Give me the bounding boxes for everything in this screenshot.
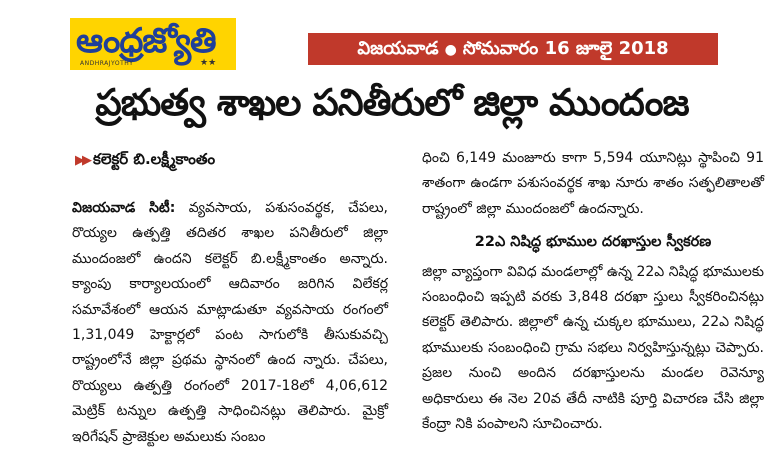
byline-name: కలెక్టర్ బి.లక్ష్మీకాంతం — [93, 150, 216, 168]
logo-wordmark: ఆంధ్రజ్యోతి — [76, 21, 216, 61]
body-paragraph: జిల్లా వ్యాప్తంగా వివిధ మండలాల్లో ఉన్న 22ఎ నిషిద్ధ భూములకు సంబంధించి ఇప్పటి వరకు 3,848 దరఖా స్తులు స్వీకరించినట్లు కలెక్టర్ తెలిపారు. జిల్లాలో ఉన్న చుక్కల భూములు, 22ఎ నిషిద్ధ భూములకు సంబంధించి గ్రామ సభలు నిర్వహిస్తున్నట్లు చెప్పారు. ప్రజల నుంచి అందిన దరఖాస్తులను మండల రెవెన్యూ అధికారులు ఈ నెల 20వ తేదీ నాటికి పూర్తి విచారణ చేసి జిల్లా కేంద్రా నికి పంపాలని సూచించారు. — [422, 263, 764, 433]
double-arrow-icon: ▶▶ — [75, 153, 89, 168]
article-byline — [75, 150, 215, 172]
article-column-right — [422, 146, 764, 437]
logo-stars: ★★ — [200, 58, 217, 68]
body-paragraph: ధించి 6,149 మంజూరు కాగా 5,594 యూనిట్లు స్థాపించి 91 శాతంగా ఉండగా పశుసంవర్థక శాఖ నూరు శాతం సత్ఫలితాలతో రాష్ట్రంలో జిల్లా ముందంజలో ఉందన్నారు. — [422, 150, 764, 217]
article-column-left — [72, 196, 388, 450]
newspaper-logo — [70, 18, 236, 70]
body-paragraph: వ్యవసాయ, పశుసంవర్థక, చేపలు, రొయ్యల ఉత్పత్తి తదితర శాఖల పనితీరులో జిల్లా ముందంజలో ఉందని కలెక్టర్ బి.లక్ష్మీకాంతం అన్నారు. క్యాంపు కార్యాలయంలో ఆదివారం జరిగిన విలేకర్ల సమావేశంలో ఆయన మాట్లాడుతూ వ్యవసాయ రంగంలో 1,31,049 హెక్టార్లలో పంట సాగులోకి తీసుకువచ్చి రాష్ట్రంలోనే జిల్లా ప్రథమ స్థానంలో ఉంద న్నారు. చేపలు, రొయ్యలు ఉత్పత్తి రంగంలో 2017-18లో 4,06,612 మెట్రిక్ టన్నుల ఉత్పత్తి సాధించినట్లు తెలిపారు. మైక్రో ఇరిగేషన్ ప్రాజెక్టుల అమలుకు సంబం — [72, 200, 388, 445]
edition-dateline — [308, 33, 718, 65]
bullet-icon: ● — [444, 42, 457, 58]
edition-date: సోమవారం 16 జూలై 2018 — [462, 38, 669, 59]
edition-city: విజయవాడ — [357, 38, 439, 59]
article-headline: ప్రభుత్వ శాఖల పనితీరులో జిల్లా ముందంజ — [95, 81, 689, 124]
logo-subtext: ANDHRAJYOTHY — [80, 60, 134, 67]
article-subheading: 22ఎ నిషిద్ధ భూముల దరఖాస్తుల స్వీకరణ — [474, 234, 712, 251]
article-dateline: విజయవాడ సిటీ: — [72, 200, 176, 216]
